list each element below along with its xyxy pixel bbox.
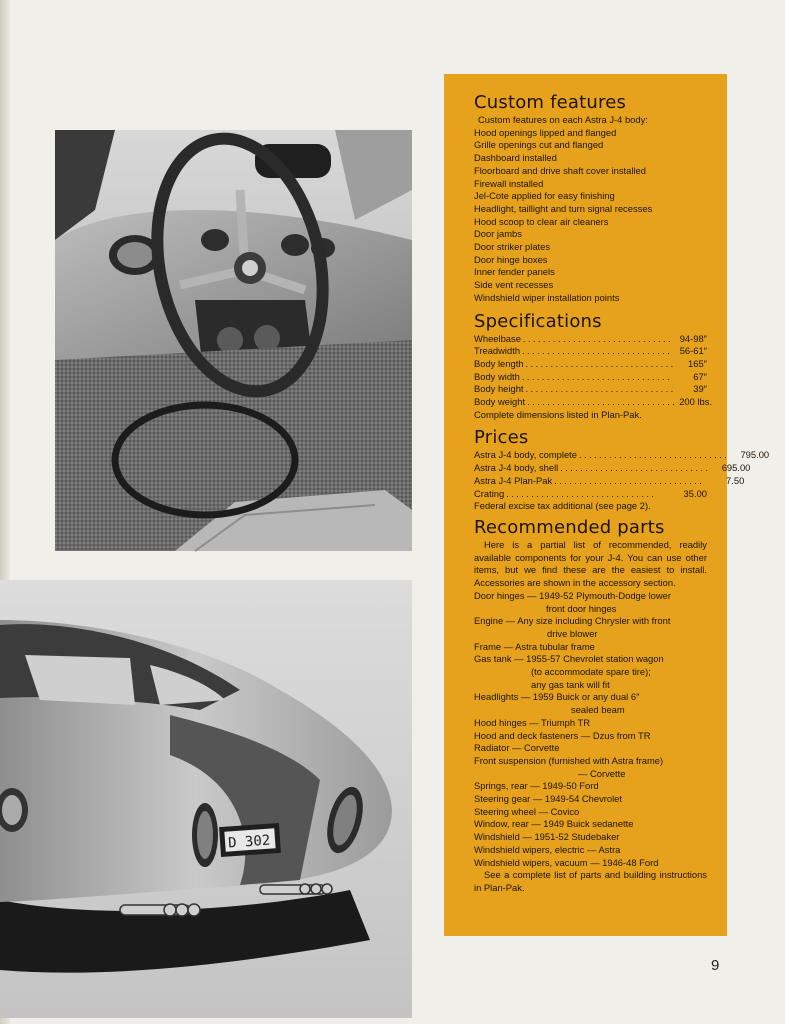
parts-line: Engine — Any size including Chrysler with front: [474, 615, 671, 627]
license-plate-text: D 302: [227, 832, 271, 852]
parts-line: Springs, rear — 1949-50 Ford: [474, 780, 599, 792]
list-item: Side vent recesses: [474, 279, 554, 291]
parts-line: Window, rear — 1949 Buick sedanette: [474, 818, 634, 830]
recommended-parts-heading: Recommended parts: [474, 516, 665, 538]
price-row: Astra J-4 body, shell .............................. 695.00: [474, 462, 751, 474]
list-item: Hood openings lipped and flanged: [474, 126, 617, 138]
parts-line: Hood and deck fasteners — Dzus from TR: [474, 729, 651, 741]
parts-line: Windshield — 1951-52 Studebaker: [474, 831, 620, 843]
list-item: Inner fender panels: [474, 266, 555, 278]
parts-line: Hood hinges — Triumph TR: [474, 716, 591, 728]
parts-line: (to accommodate spare tire);: [531, 666, 651, 678]
parts-line: any gas tank will fit: [531, 678, 610, 690]
parts-line: drive blower: [547, 627, 598, 639]
parts-line: Windshield wipers, vacuum — 1946-48 Ford: [474, 856, 659, 868]
spec-row: Body weight .............................. 200 lbs.: [474, 396, 713, 408]
info-panel: [444, 74, 770, 936]
prices-note: Federal excise tax additional (see page 2).: [474, 500, 651, 512]
parts-line: — Corvette: [578, 767, 626, 779]
parts-line: Frame — Astra tubular frame: [474, 640, 595, 652]
interior-photo: [55, 130, 412, 551]
list-item: Door jambs: [474, 228, 522, 240]
list-item: Hood scoop to clear air cleaners: [474, 215, 609, 227]
recommended-parts-list: [474, 590, 707, 869]
list-item: Jel-Cote applied for easy finishing: [474, 190, 615, 202]
list-item: Custom features on each Astra J-4 body:: [478, 114, 648, 125]
parts-line: Windshield wipers, electric — Astra: [474, 843, 621, 855]
custom-features-heading: Custom features: [474, 92, 627, 113]
prices-heading: Prices: [474, 427, 529, 449]
parts-line: Gas tank — 1955-57 Chevrolet station wagon: [474, 653, 664, 665]
parts-line: Front suspension (furnished with Astra frame): [474, 754, 664, 766]
specifications-table: [474, 332, 713, 422]
recommended-parts-intro: Here is a partial list of recommended, readily available components for your J-4. You can use other items, but we find these are the easiest to install. Accessories are shown in the accessory section.: [474, 538, 707, 589]
rear-car-photo: [0, 580, 412, 1018]
parts-line: Door hinges — 1949-52 Plymouth-Dodge lower: [474, 589, 671, 601]
parts-line: Radiator — Corvette: [474, 742, 560, 754]
price-row: Astra J-4 body, complete .............................. 795.00: [474, 449, 770, 461]
price-row: Crating .............................. 35.00: [474, 487, 707, 499]
parts-line: front door hinges: [546, 602, 617, 614]
spec-row: Body height .............................. 39″: [474, 383, 707, 395]
parts-line: Headlights — 1959 Buick or any dual 6″: [474, 691, 640, 703]
list-item: Headlight, taillight and turn signal recesses: [474, 202, 653, 214]
custom-features-list: [474, 114, 707, 305]
price-row: Astra J-4 Plan-Pak .............................. 7.50: [474, 474, 745, 486]
parts-line: Steering wheel — Covico: [474, 805, 580, 817]
list-item: Door hinge boxes: [474, 253, 548, 265]
list-item: Floorboard and drive shaft cover installed: [474, 164, 646, 176]
specifications-note: Complete dimensions listed in Plan-Pak.: [474, 408, 642, 420]
recommended-parts-closing: See a complete list of parts and building instructions in Plan-Pak.: [474, 869, 707, 893]
list-item: Firewall installed: [474, 177, 544, 189]
list-item: Windshield wiper installation points: [474, 291, 620, 303]
prices-table: [474, 449, 770, 513]
spec-row: Wheelbase .............................. 94-98″: [474, 332, 707, 344]
spec-row: Treadwidth .............................. 56-61″: [474, 345, 707, 357]
parts-line: Steering gear — 1949-54 Chevrolet: [474, 793, 623, 805]
list-item: Grille openings cut and flanged: [474, 139, 604, 151]
list-item: Door striker plates: [474, 241, 551, 253]
parts-line: sealed beam: [571, 704, 625, 716]
list-item: Dashboard installed: [474, 152, 557, 164]
specifications-heading: Specifications: [474, 310, 602, 332]
page-number: 9: [711, 957, 720, 974]
spec-row: Body width .............................. 67″: [474, 370, 707, 382]
spec-row: Body length .............................. 165″: [474, 357, 707, 369]
